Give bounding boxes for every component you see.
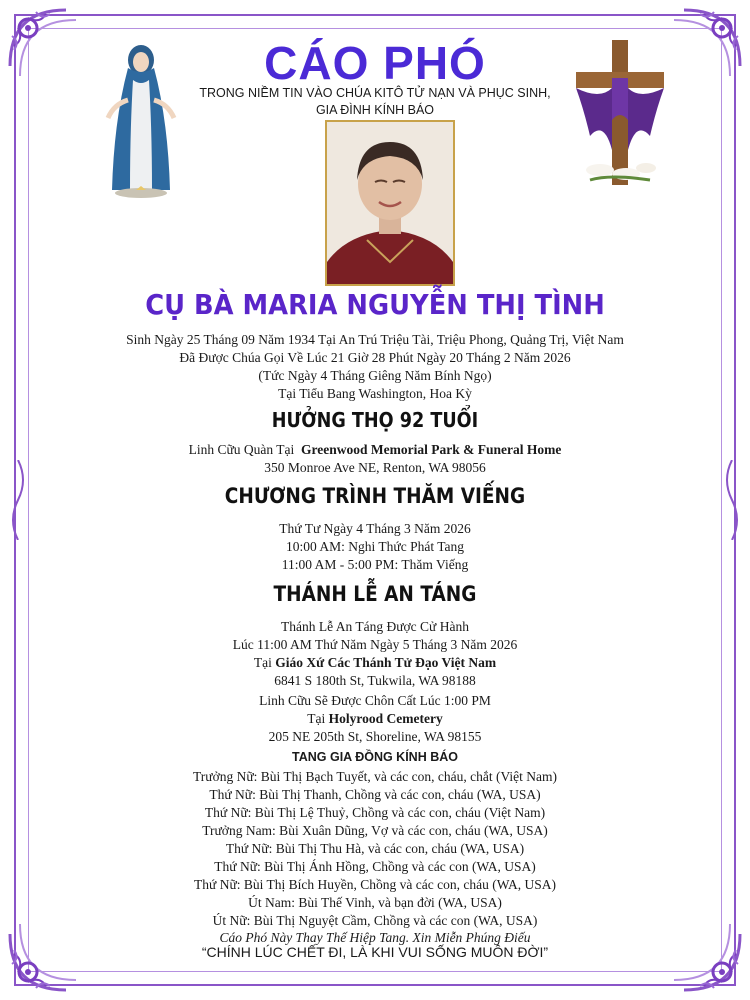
subtitle-line-1: TRONG NIỀM TIN VÀO CHÚA KITÔ TỬ NẠN VÀ PHỤC SINH, xyxy=(199,86,551,100)
family-member: Trưởng Nữ: Bùi Thị Bạch Tuyết, và các con, cháu, chắt (Việt Nam) xyxy=(192,769,558,784)
family-member: Thứ Nữ: Bùi Thị Lệ Thuỷ, Chồng và các con, cháu (Việt Nam) xyxy=(204,805,546,820)
mass-line-2: Lúc 11:00 AM Thứ Năm Ngày 5 Tháng 3 Năm 2026 xyxy=(232,637,518,652)
family-member: Út Nữ: Bùi Thị Nguyệt Cầm, Chồng và các con (WA, USA) xyxy=(212,913,538,928)
family-member: Út Nam: Bùi Thế Vinh, và bạn đời (WA, USA) xyxy=(248,895,502,910)
death-info: Đã Được Chúa Gọi Về Lúc 21 Giờ 28 Phút Ngày 20 Tháng 2 Năm 2026 xyxy=(179,350,571,365)
mass-heading: THÁNH LỄ AN TÁNG xyxy=(273,582,477,606)
church-address: 6841 S 180th St, Tukwila, WA 98188 xyxy=(274,673,476,688)
family-member: Thứ Nữ: Bùi Thị Ánh Hồng, Chồng và các con (WA, USA) xyxy=(214,859,536,874)
visitation-item-2: 11:00 AM - 5:00 PM: Thăm Viếng xyxy=(281,557,469,572)
family-member: Thứ Nữ: Bùi Thị Thu Hà, và các con, cháu (WA, USA) xyxy=(225,841,525,856)
mass-line-1: Thánh Lễ An Táng Được Cử Hành xyxy=(281,619,469,634)
virgin-mary-icon xyxy=(100,40,182,200)
portrait-person-icon xyxy=(327,122,453,284)
visitation-date: Thứ Tư Ngày 4 Tháng 3 Năm 2026 xyxy=(279,521,471,536)
cemetery-prefix: Tại xyxy=(307,711,326,726)
family-title: TANG GIA ĐỒNG KÍNH BÁO xyxy=(292,750,458,764)
funeral-home-address: 350 Monroe Ave NE, Renton, WA 98056 xyxy=(264,460,486,475)
death-place: Tại Tiểu Bang Washington, Hoa Kỳ xyxy=(278,386,472,401)
cemetery-line xyxy=(0,710,750,727)
family-member: Thứ Nữ: Bùi Thị Bích Huyền, Chồng và các con, cháu (WA, USA) xyxy=(194,877,556,892)
burial-time: Linh Cữu Sẽ Được Chôn Cất Lúc 1:00 PM xyxy=(259,693,491,708)
church-line xyxy=(0,654,750,671)
lunar-date: (Tức Ngày 4 Tháng Giêng Năm Bính Ngọ) xyxy=(258,368,492,383)
visitation-heading: CHƯƠNG TRÌNH THĂM VIẾNG xyxy=(224,484,526,508)
church-name: Giáo Xứ Các Thánh Tử Đạo Việt Nam xyxy=(275,655,497,670)
subtitle-line-2: GIA ĐÌNH KÍNH BÁO xyxy=(315,103,435,117)
family-member: Thứ Nữ: Bùi Thị Thanh, Chồng và các con, cháu (WA, USA) xyxy=(209,787,541,802)
cemetery-name: Holyrood Cemetery xyxy=(328,711,443,726)
cemetery-address: 205 NE 205th St, Shoreline, WA 98155 xyxy=(268,729,482,744)
church-prefix: Tại xyxy=(253,655,272,670)
cross-icon xyxy=(570,40,670,190)
page-title: CÁO PHÓ xyxy=(264,37,486,89)
visitation-item-1: 10:00 AM: Nghi Thức Phát Tang xyxy=(286,539,464,554)
family-member: Trưởng Nam: Bùi Xuân Dũng, Vợ và các con, cháu (WA, USA) xyxy=(202,823,548,838)
funeral-home-prefix: Linh Cữu Quàn Tại xyxy=(188,442,295,457)
age-heading: HƯỞNG THỌ 92 TUỔI xyxy=(271,408,479,432)
closing-quote: “CHÍNH LÚC CHẾT ĐI, LÀ KHI VUI SỐNG MUÔN ĐỜI” xyxy=(201,944,549,960)
deceased-name: CỤ BÀ MARIA NGUYỄN THỊ TÌNH xyxy=(145,288,605,321)
funeral-home-name: Greenwood Memorial Park & Funeral Home xyxy=(301,442,562,457)
birth-info: Sinh Ngày 25 Tháng 09 Năm 1934 Tại An Trú Triệu Tài, Triệu Phong, Quảng Trị, Việt Nam xyxy=(126,332,624,347)
portrait-photo xyxy=(325,120,455,286)
funeral-home-line xyxy=(0,441,750,458)
note: Cáo Phó Này Thay Thế Hiệp Tang. Xin Miễn Phúng Điếu xyxy=(219,930,531,945)
